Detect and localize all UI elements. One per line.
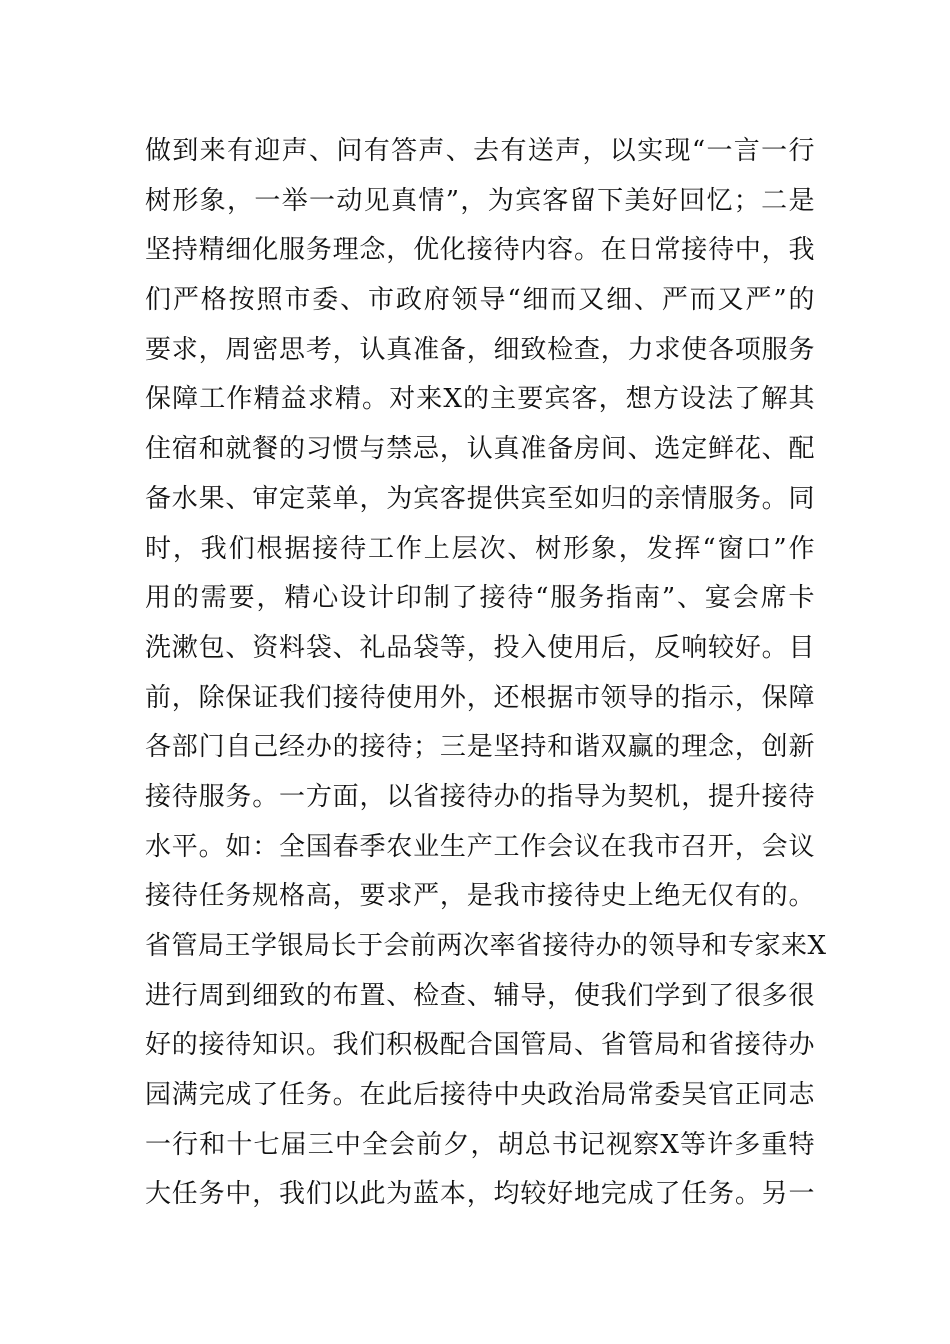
text-line: 树形象，一举一动见真情”，为宾客留下美好回忆；二是 (145, 185, 815, 216)
body-text (145, 127, 827, 1220)
text-line: 坚持精细化服务理念，优化接待内容。在日常接待中，我 (145, 235, 815, 266)
text-line: 进行周到细致的布置、检查、辅导，使我们学到了很多很 (145, 980, 815, 1011)
text-line: 要求，周密思考，认真准备，细致检查，力求使各项服务 (145, 334, 815, 365)
text-line: 省管局王学银局长于会前两次率省接待办的领导和专家来X (145, 931, 827, 961)
text-line: 接待任务规格高，要求严，是我市接待史上绝无仅有的。 (145, 881, 815, 912)
text-line: 备水果、审定菜单，为宾客提供宾至如归的亲情服务。同 (145, 483, 815, 514)
text-line: 园满完成了任务。在此后接待中央政治局常委吴官正同志 (145, 1080, 815, 1111)
text-line: 大任务中，我们以此为蓝本，均较好地完成了任务。另一 (145, 1179, 815, 1210)
text-line: 前，除保证我们接待使用外，还根据市领导的指示，保障 (145, 682, 815, 713)
text-line: 时，我们根据接待工作上层次、树形象，发挥“窗口”作 (145, 533, 815, 564)
text-line: 们严格按照市委、市政府领导“细而又细、严而又严”的 (145, 285, 815, 316)
text-line: 各部门自己经办的接待；三是坚持和谐双赢的理念，创新 (145, 732, 815, 763)
text-line: 做到来有迎声、问有答声、去有送声，以实现“一言一行 (145, 136, 815, 166)
text-line: 保障工作精益求精。对来X的主要宾客，想方设法了解其 (145, 384, 815, 415)
text-line: 住宿和就餐的习惯与禁忌，认真准备房间、选定鲜花、配 (145, 434, 815, 465)
text-line: 用的需要，精心设计印制了接待“服务指南”、宴会席卡 (145, 583, 815, 614)
text-line: 洗漱包、资料袋、礼品袋等，投入使用后，反响较好。目 (145, 632, 815, 663)
text-line: 水平。如：全国春季农业生产工作会议在我市召开，会议 (145, 831, 815, 862)
text-line: 接待服务。一方面，以省接待办的指导为契机，提升接待 (145, 781, 815, 812)
text-line: 一行和十七届三中全会前夕，胡总书记视察X等许多重特 (145, 1129, 815, 1160)
text-line: 好的接待知识。我们积极配合国管局、省管局和省接待办 (145, 1030, 815, 1061)
